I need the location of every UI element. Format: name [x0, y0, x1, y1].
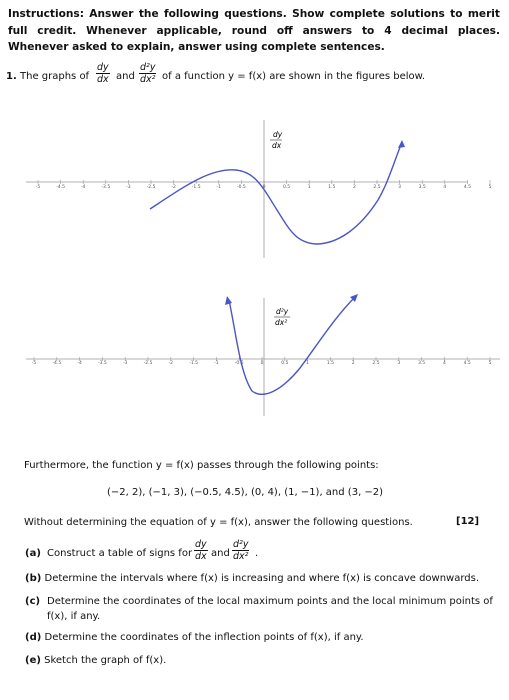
item-label: (c) — [25, 596, 41, 607]
x-tick-label: 2.5 — [372, 361, 380, 366]
x-tick-label: -1 — [216, 185, 222, 190]
item-text: Determine the coordinates of the inflection points of f(x), if any. — [44, 632, 364, 643]
d2ydx2-curve — [229, 296, 356, 394]
x-tick-label: 2 — [351, 361, 355, 366]
frac-den: dx² — [140, 74, 156, 85]
frac-den: dx — [97, 74, 109, 85]
x-tick-label: 4 — [443, 185, 447, 190]
x-tick-label: -4.5 — [52, 361, 62, 366]
dydx-label-bottom: dx — [272, 141, 282, 150]
item-label: (e) — [25, 655, 41, 666]
d2ydx2-arrow-left — [225, 296, 232, 305]
x-tick-label: 5 — [488, 185, 492, 190]
item-text: Sketch the graph of f(x). — [44, 655, 167, 666]
item-e — [25, 655, 505, 666]
x-tick-label: -3 — [122, 361, 128, 366]
x-tick-label: 0 — [262, 185, 266, 190]
x-tick-label: 4.5 — [463, 185, 471, 190]
marks-badge: [12] — [456, 516, 480, 527]
item-b — [25, 573, 505, 584]
x-tick-label: -5 — [35, 185, 41, 190]
x-tick-label: -3.5 — [101, 185, 111, 190]
x-tick-label: 3.5 — [418, 361, 426, 366]
dydx-label-top: dy — [273, 130, 283, 139]
question-1-header — [6, 62, 501, 88]
d2y-dx2-fraction — [232, 539, 249, 562]
frac-num: dy — [195, 539, 207, 550]
points-list: (−2, 2), (−1, 3), (−0.5, 4.5), (0, 4), (1, −1), and (3, −2) — [107, 487, 384, 498]
x-tick-label: 4 — [442, 361, 446, 366]
x-tick-label: 3.5 — [418, 185, 426, 190]
frac-num: dy — [97, 62, 109, 73]
x-tick-label: 0.5 — [281, 361, 289, 366]
x-tick-label: -4 — [80, 185, 86, 190]
frac-num: d²y — [233, 539, 249, 550]
item-text: Construct a table of signs for — [47, 548, 193, 559]
frac-num: d²y — [140, 62, 156, 73]
question-text-part1: The graphs of — [20, 71, 90, 82]
dydx-curve — [150, 142, 402, 244]
x-tick-label: -2.5 — [146, 185, 156, 190]
question-text-part2: of a function y = f(x) are shown in the figures below. — [162, 71, 426, 82]
item-d — [25, 632, 505, 643]
x-tick-label: -1 — [214, 361, 219, 366]
x-tick-label: 4.5 — [463, 361, 471, 366]
without-text: Without determining the equation of y = f(x), answer the following questions. — [24, 517, 413, 528]
item-c — [25, 594, 495, 624]
and-text: and — [211, 548, 230, 559]
dy-dx-fraction — [96, 62, 110, 85]
x-tick-label: -0.5 — [237, 185, 246, 190]
frac-den: dx² — [233, 551, 249, 562]
item-label: (b) — [25, 573, 42, 584]
x-tick-label: 1 — [307, 185, 311, 190]
x-tick-label: 3 — [397, 361, 401, 366]
instructions-text: Instructions: Answer the following questions. Show complete solutions to merit full credit. Whenever applicable, round off answers to 4 decimal places. Whenever asked to explain, answer using complete sentences. — [8, 8, 500, 53]
x-tick-label: -2 — [168, 361, 174, 366]
item-a: (a) Construct a table of signs for $\frac{dy}{dx}$ and $\frac{\text{d²y}}{\text{dx²}}$ . — [25, 539, 259, 562]
d2ydx2-label-top: d²y — [276, 307, 289, 316]
item-label: (a) — [25, 548, 41, 559]
x-tick-label: 1 — [306, 361, 310, 366]
x-tick-label: -4.5 — [56, 185, 65, 190]
d2y-dx2-fraction — [139, 62, 156, 85]
item-text: Determine the intervals where f(x) is increasing and where f(x) is concave downwards. — [44, 573, 480, 584]
d2ydx2-graph — [0, 278, 509, 418]
x-tick-label: 2 — [352, 185, 356, 190]
x-tick-label: -2 — [171, 185, 176, 190]
x-tick-label: 2.5 — [373, 185, 381, 190]
dy-dx-fraction — [194, 539, 208, 562]
x-tick-label: 3 — [398, 185, 402, 190]
x-tick-label: -1.5 — [191, 185, 201, 190]
x-tick-label: 0.5 — [283, 185, 291, 190]
x-tick-label: 1.5 — [326, 361, 334, 366]
question-number: 1. — [6, 71, 17, 82]
frac-den: dx — [195, 551, 207, 562]
x-tick-label: -0.5 — [234, 361, 244, 366]
x-tick-label: -1.5 — [189, 361, 198, 366]
x-tick-label: 5 — [488, 361, 492, 366]
furthermore-text: Furthermore, the function y = f(x) passes through the following points: — [24, 460, 379, 471]
d2ydx2-label-bottom: dx² — [275, 318, 288, 327]
x-tick-labels — [32, 357, 509, 366]
x-tick-label: 0 — [260, 361, 264, 366]
x-tick-label: -3 — [126, 185, 131, 190]
x-tick-label: -3.5 — [98, 361, 107, 366]
x-tick-label: -4 — [77, 361, 82, 366]
dydx-graph — [0, 110, 509, 260]
x-tick-label: 1.5 — [328, 185, 336, 190]
and-text: and — [116, 71, 135, 82]
item-label: (d) — [25, 632, 42, 643]
x-tick-label: -2.5 — [143, 361, 153, 366]
x-tick-label: -5 — [31, 361, 37, 366]
dydx-arrowhead — [398, 140, 405, 148]
item-text: Determine the coordinates of the local maximum points and the local minimum points of f(x), if any. — [47, 596, 493, 622]
